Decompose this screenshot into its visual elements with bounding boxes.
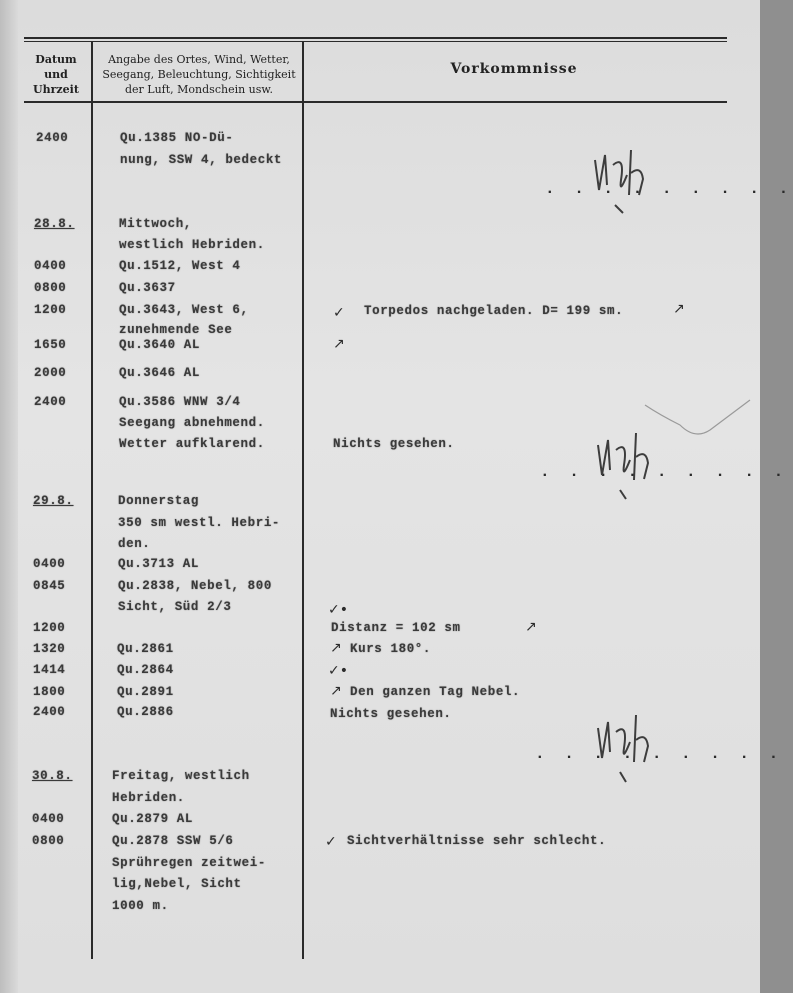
- row-text: 350 sm westl. Hebri-: [118, 516, 281, 530]
- row-text: Mittwoch,: [119, 217, 192, 231]
- row-text: Qu.3586 WNW 3/4: [119, 395, 241, 409]
- header-angabe-line: der Luft, Mondschein usw.: [124, 83, 274, 96]
- row-text: Qu.3643, West 6,: [119, 303, 249, 317]
- event-text: Kurs 180°.: [350, 642, 432, 656]
- row-text: Seegang abnehmend.: [119, 416, 265, 430]
- row-text: Qu.2886: [117, 705, 174, 719]
- row-text: Qu.2878 SSW 5/6: [112, 834, 234, 848]
- row-date: 30.8.: [32, 769, 73, 783]
- signature-dots: . . . . . . . . .: [535, 745, 784, 763]
- row-text: Sprühregen zeitwei-: [112, 856, 266, 870]
- header-datum-line: und: [44, 68, 68, 81]
- row-text: Sicht, Süd 2/3: [118, 600, 232, 614]
- row-time: 0400: [34, 259, 67, 273]
- header-angabe-line: Seegang, Beleuchtung, Sichtigkeit: [102, 68, 296, 81]
- row-text: den.: [118, 537, 151, 551]
- header-datum-line: Uhrzeit: [33, 83, 79, 96]
- check-mark-icon: ✓: [325, 834, 337, 850]
- check-mark-icon: ✓: [333, 305, 345, 321]
- row-text: 1000 m.: [112, 899, 169, 913]
- row-date: 28.8.: [34, 217, 75, 231]
- row-text: lig,Nebel, Sicht: [112, 877, 242, 891]
- row-text: Qu.2891: [117, 685, 174, 699]
- tick-mark-icon: ↗: [330, 640, 342, 656]
- event-text: Torpedos nachgeladen. D= 199 sm.: [364, 304, 624, 318]
- event-text: Nichts gesehen.: [333, 437, 455, 451]
- header-vorkommnisse: Vorkommnisse: [450, 61, 578, 77]
- row-text: Wetter aufklarend.: [119, 437, 265, 451]
- row-text: Hebriden.: [112, 791, 185, 805]
- row-text: Qu.1385 NO-Dü-: [120, 131, 234, 145]
- row-time: 2400: [36, 131, 69, 145]
- check-mark-icon: ✓•: [328, 602, 348, 618]
- page-edge: [0, 0, 18, 993]
- row-text: nung, SSW 4, bedeckt: [120, 153, 283, 167]
- scribble-mark: [640, 395, 755, 445]
- row-time: 0800: [34, 281, 67, 295]
- tick-mark-icon: ↗: [525, 619, 537, 635]
- row-text: Qu.3646 AL: [119, 366, 201, 380]
- row-text: Qu.2861: [117, 642, 174, 656]
- row-time: 1800: [33, 685, 66, 699]
- row-time: 1200: [33, 621, 66, 635]
- row-time: 0400: [33, 557, 66, 571]
- header-datum-line: Datum: [35, 53, 77, 66]
- signature-initials: [590, 700, 670, 785]
- header-rule: [24, 101, 727, 103]
- row-text: Qu.2879 AL: [112, 812, 194, 826]
- signature-initials: [585, 135, 665, 215]
- row-time: 1650: [34, 338, 67, 352]
- row-time: 1320: [33, 642, 66, 656]
- row-text: Qu.2838, Nebel, 800: [118, 579, 272, 593]
- row-time: 0845: [33, 579, 66, 593]
- event-text: Den ganzen Tag Nebel.: [350, 685, 521, 699]
- tick-mark-icon: ↗: [333, 336, 345, 352]
- row-time: 0800: [32, 834, 65, 848]
- row-text: Donnerstag: [118, 494, 200, 508]
- top-rule-2: [24, 41, 727, 42]
- signature-dots: . . . . . . . . .: [545, 180, 793, 198]
- event-text: Nichts gesehen.: [330, 707, 452, 721]
- row-time: 2000: [34, 366, 67, 380]
- event-text: Distanz = 102 sm: [331, 621, 461, 635]
- row-text: Qu.3713 AL: [118, 557, 200, 571]
- header-datum: [24, 52, 88, 97]
- row-time: 1200: [34, 303, 67, 317]
- tick-mark-icon: ↗: [673, 301, 685, 317]
- row-time: 2400: [34, 395, 67, 409]
- col-rule-2: [302, 41, 304, 959]
- col-rule-1: [91, 41, 93, 959]
- row-text: westlich Hebriden.: [119, 238, 265, 252]
- row-text: zunehmende See: [119, 323, 233, 337]
- header-angabe-line: Angabe des Ortes, Wind, Wetter,: [108, 53, 290, 66]
- row-text: Qu.3640 AL: [119, 338, 201, 352]
- row-text: Qu.2864: [117, 663, 174, 677]
- header-angabe: [94, 52, 304, 97]
- check-mark-icon: ✓•: [328, 663, 348, 679]
- row-time: 2400: [33, 705, 66, 719]
- top-rule-1: [24, 37, 727, 39]
- row-time: 1414: [33, 663, 66, 677]
- row-text: Qu.3637: [119, 281, 176, 295]
- tick-mark-icon: ↗: [330, 683, 342, 699]
- row-text: Qu.1512, West 4: [119, 259, 241, 273]
- row-text: Freitag, westlich: [112, 769, 250, 783]
- event-text: Sichtverhältnisse sehr schlecht.: [347, 834, 607, 848]
- row-date: 29.8.: [33, 494, 74, 508]
- signature-dots: . . . . . . . . .: [540, 463, 789, 481]
- row-time: 0400: [32, 812, 65, 826]
